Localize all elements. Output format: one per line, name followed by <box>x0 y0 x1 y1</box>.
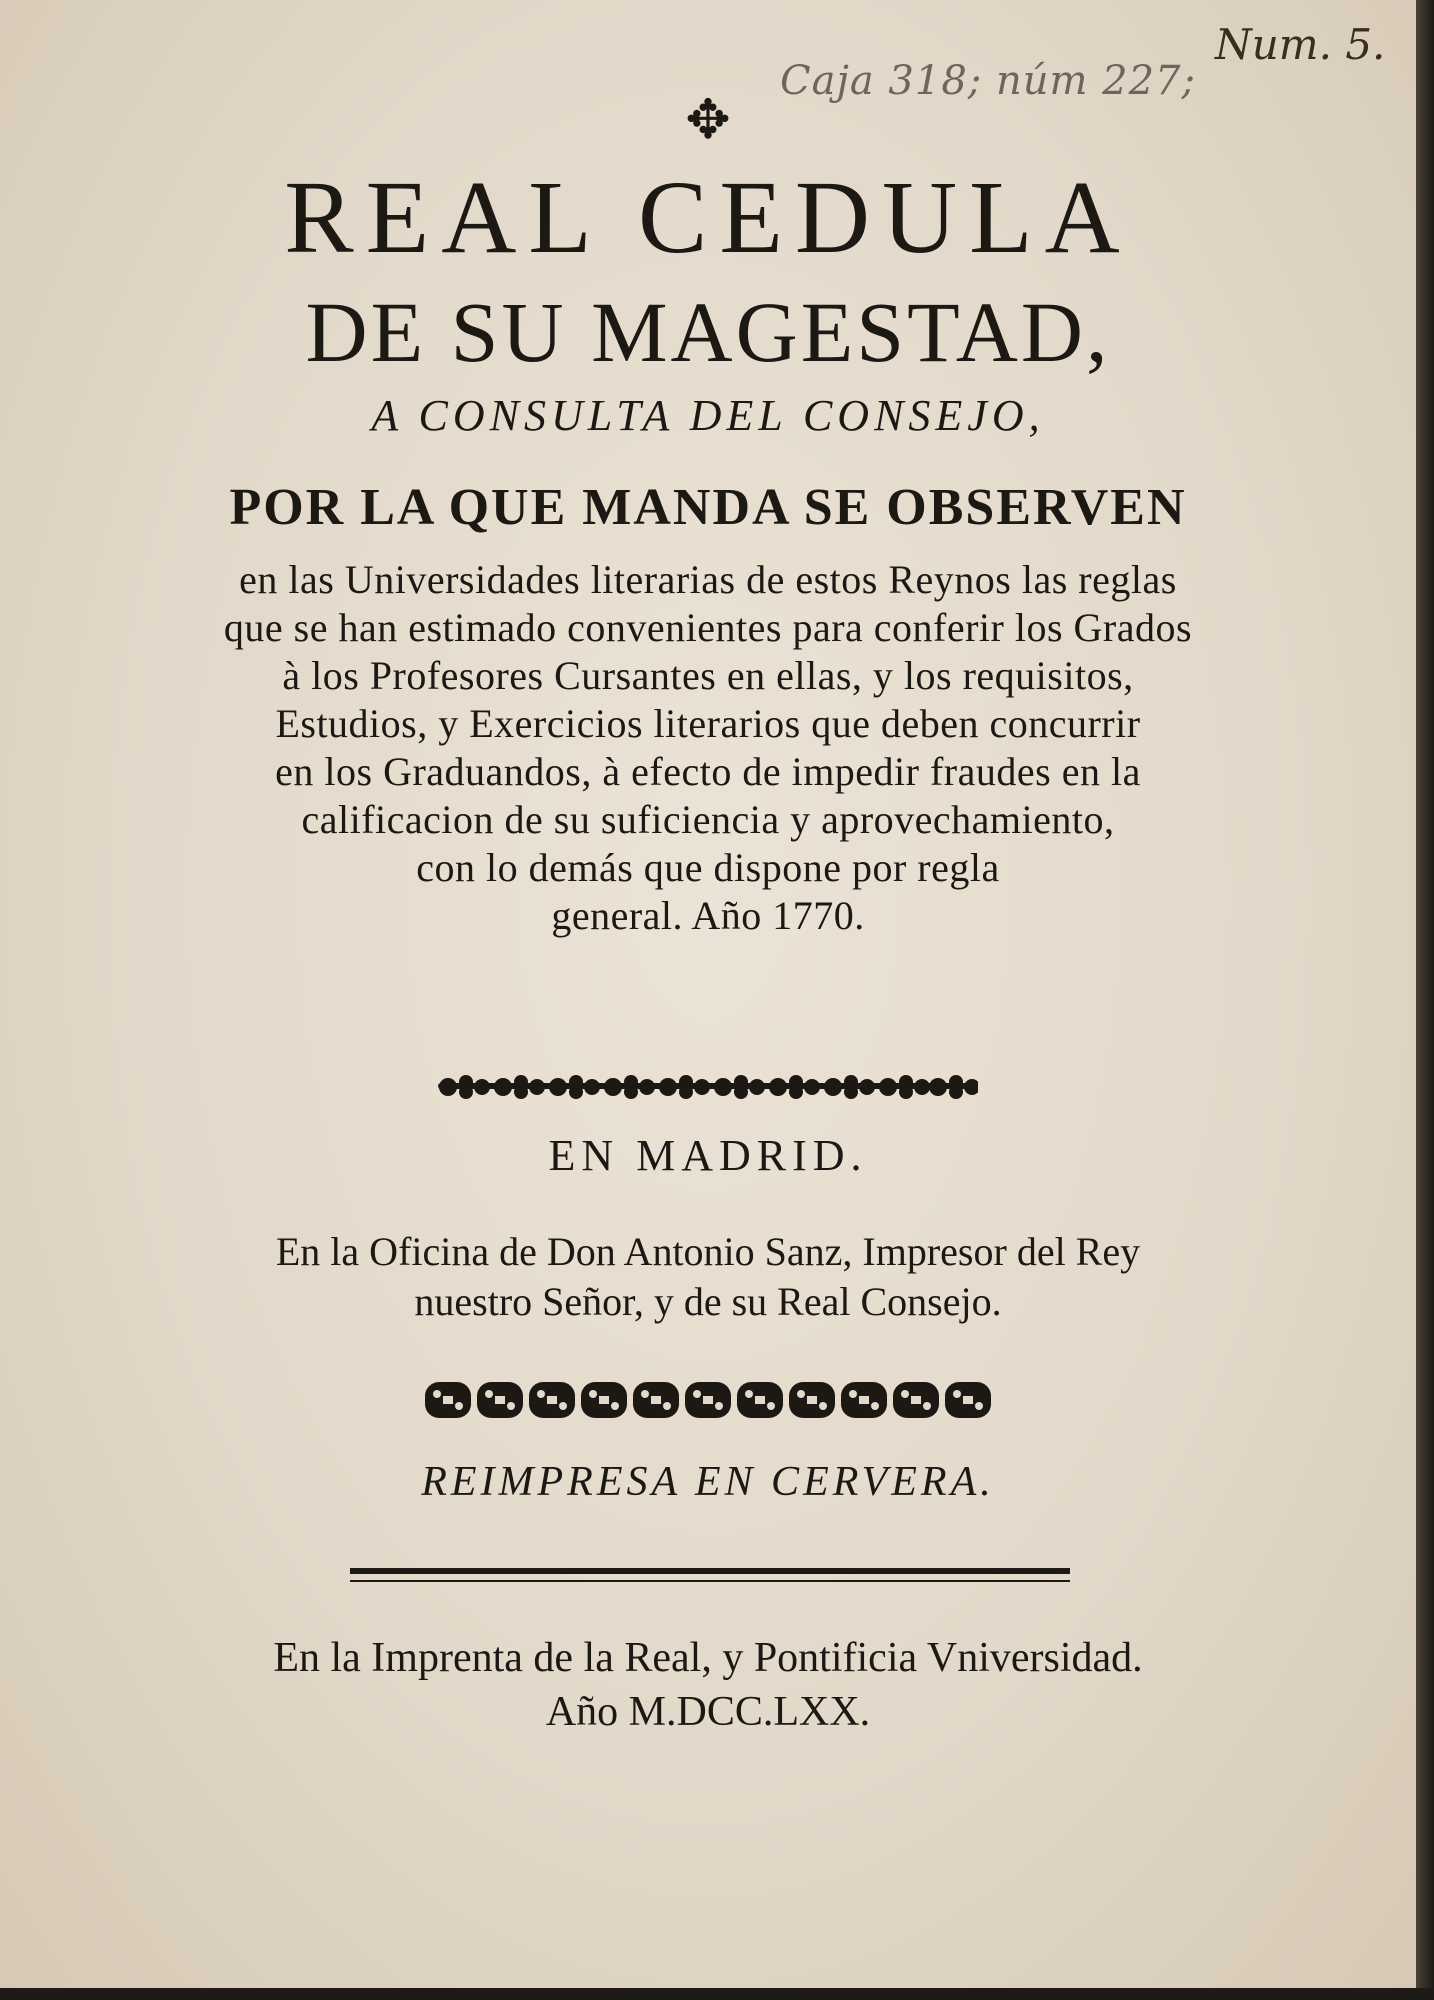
body-line: calificacion de su suficiencia y aprovechamiento, <box>301 797 1115 842</box>
printer-ornament-band <box>0 1376 1416 1424</box>
double-rule <box>350 1580 1070 1582</box>
pencil-shelfmark: Caja 318; núm 227; <box>780 58 1196 104</box>
reprint-line: REIMPRESA EN CERVERA. <box>421 1459 995 1505</box>
body-line: en los Graduandos, à efecto de impedir fraudes en la <box>275 749 1141 794</box>
body-line: general. Año 1770. <box>551 893 865 938</box>
page-edge-shadow <box>1416 0 1434 2000</box>
body-line: en las Universidades literarias de estos Reynos las reglas <box>239 557 1177 602</box>
title-subtitle: DE SU MAGESTAD, <box>305 284 1111 380</box>
printer-ornament-band <box>0 1070 1416 1104</box>
body-line: Estudios, y Exercicios literarios que deben concurrir <box>275 701 1141 746</box>
place-of-publication: EN MADRID. <box>548 1131 868 1180</box>
ornament-band-icon <box>423 1376 993 1424</box>
body-line: con lo demás que dispone por regla <box>416 845 1000 890</box>
handwritten-number: Num. 5. <box>1215 20 1386 69</box>
imprint-line: En la Imprenta de la Real, y Pontificia Vniversidad. <box>273 1635 1143 1681</box>
ornament-band-icon <box>438 1070 978 1104</box>
cross-fleuron-icon: ✥ <box>685 90 731 150</box>
body-line: que se han estimado convenientes para conferir los Grados <box>223 605 1193 650</box>
title-consulta: A CONSULTA DEL CONSEJO, <box>371 391 1045 440</box>
page-bottom-shadow <box>0 1988 1434 2000</box>
double-rule <box>350 1568 1070 1574</box>
body-line: à los Profesores Cursantes en ellas, y los requisitos, <box>282 653 1134 698</box>
printer-line: En la Oficina de Don Antonio Sanz, Impresor del Rey <box>275 1229 1141 1274</box>
title-heading: POR LA QUE MANDA SE OBSERVEN <box>229 479 1187 536</box>
imprint-date: Año M.DCC.LXX. <box>545 1689 871 1735</box>
title-main: REAL CEDULA <box>284 160 1132 275</box>
printer-line: nuestro Señor, y de su Real Consejo. <box>414 1279 1002 1324</box>
